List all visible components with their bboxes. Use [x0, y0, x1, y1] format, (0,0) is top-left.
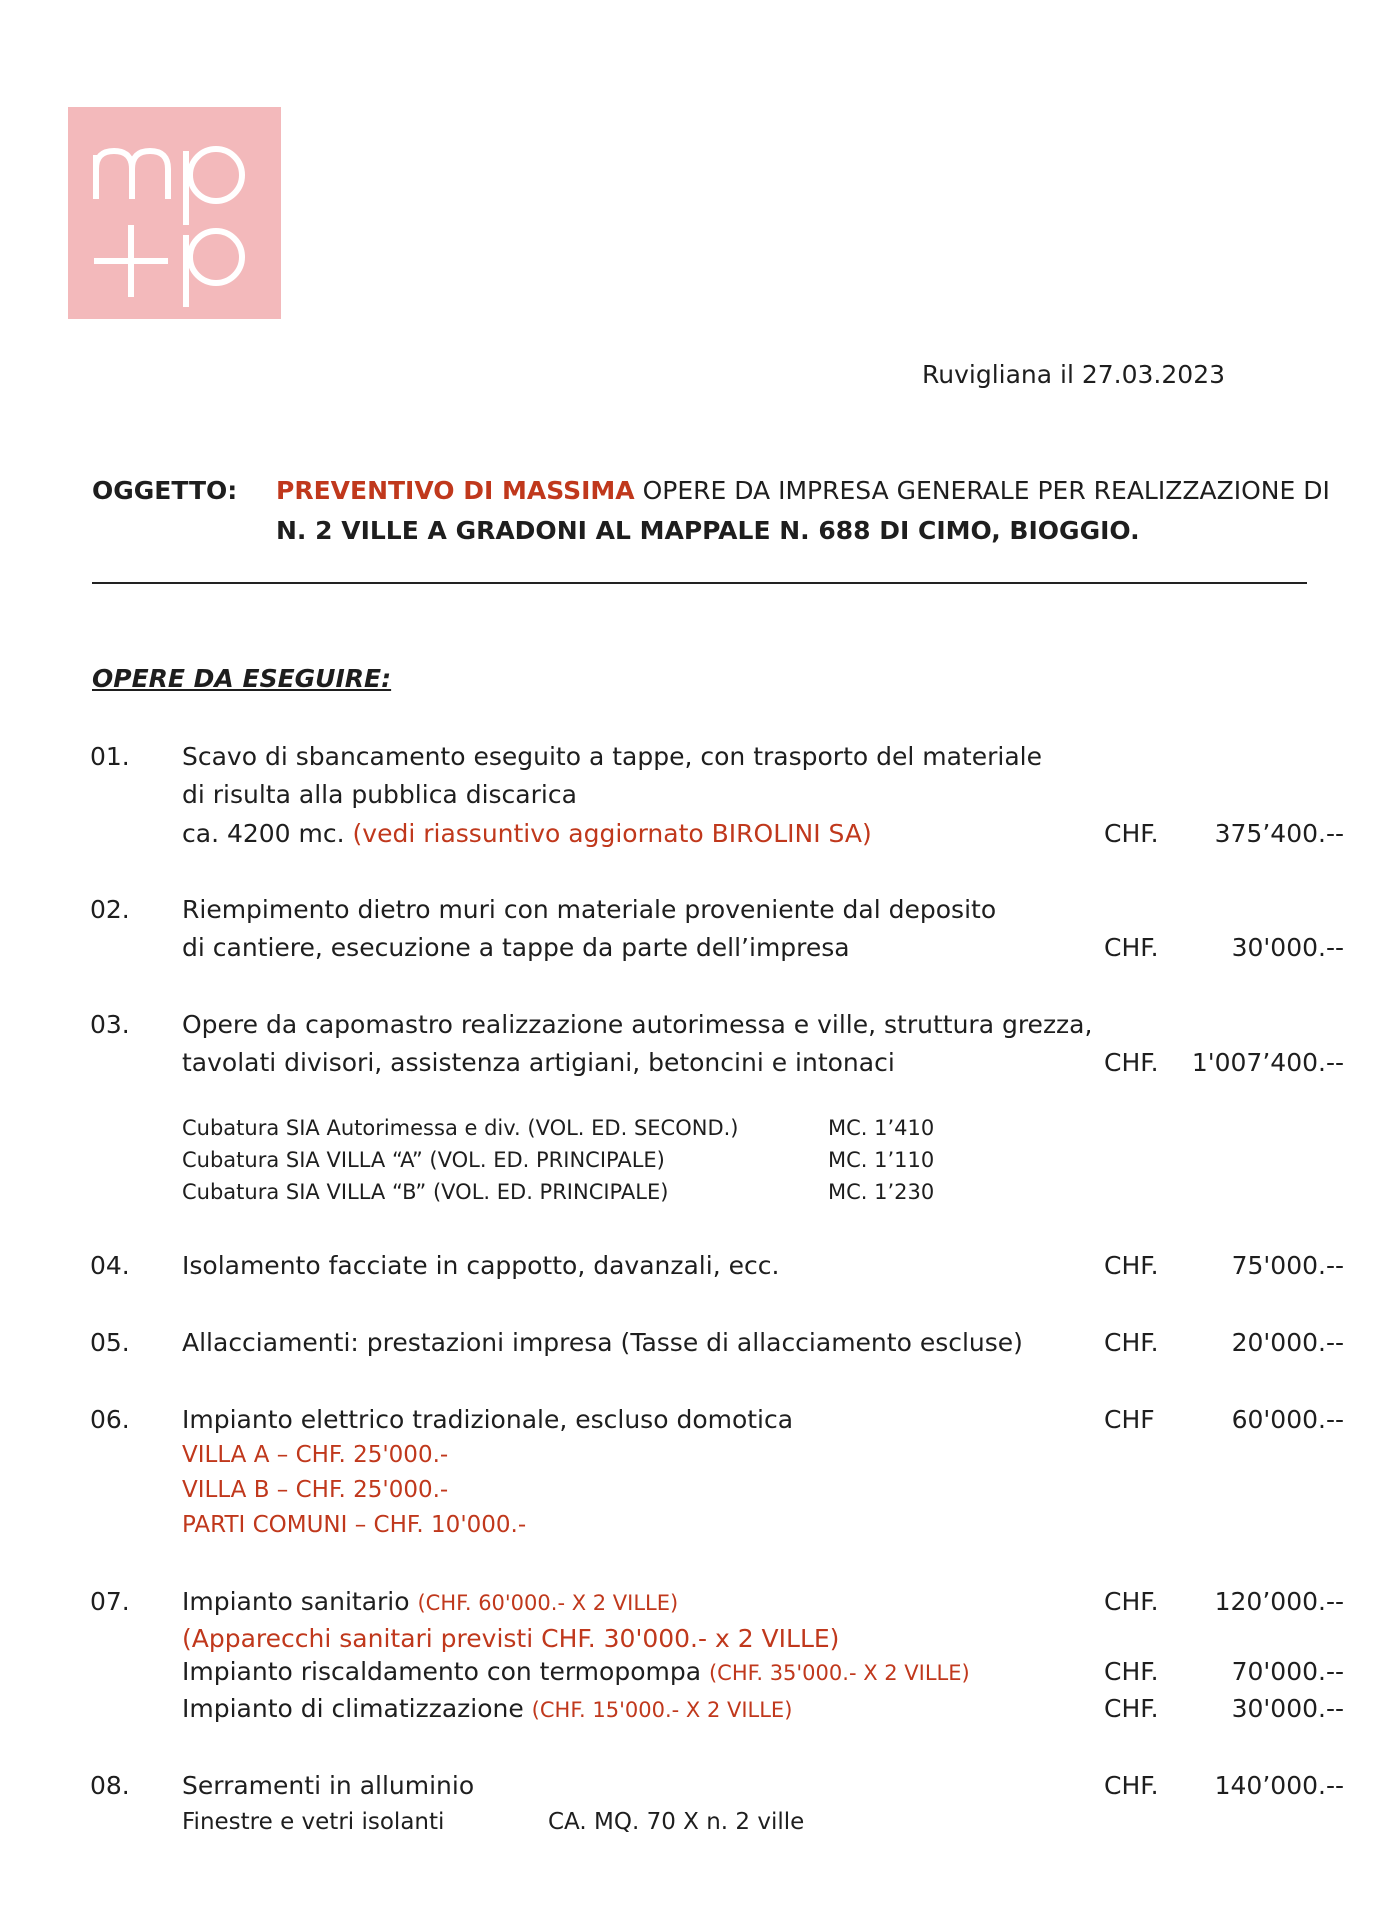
item-currency: CHF.	[1104, 1048, 1159, 1077]
cubature-autorimessa: Cubatura SIA Autorimessa e div. (VOL. ED. SECOND.)	[182, 1116, 739, 1140]
company-logo	[68, 107, 281, 319]
item-number: 03.	[90, 1010, 130, 1039]
item-description: Isolamento facciate in cappotto, davanzali, ecc.	[182, 1251, 780, 1280]
subject-label: OGGETTO:	[92, 476, 238, 505]
item-currency: CHF	[1104, 1405, 1155, 1434]
item-description: Opere da capomastro realizzazione autorimessa e ville, struttura grezza,	[182, 1010, 1093, 1039]
item-number: 02.	[90, 895, 130, 924]
item-amount: 20'000.--	[1231, 1328, 1344, 1357]
logo-mark	[68, 107, 281, 319]
climate-note: (CHF. 15'000.- X 2 VILLE)	[531, 1698, 793, 1722]
item-amount: 30'000.--	[1231, 933, 1344, 962]
section-heading: OPERE DA ESEGUIRE:	[92, 664, 392, 693]
item-currency: CHF.	[1104, 1657, 1159, 1686]
item-description	[182, 1587, 678, 1616]
item-currency: CHF.	[1104, 819, 1159, 848]
item-amount: 70'000.--	[1231, 1657, 1344, 1686]
item-amount: 75'000.--	[1231, 1251, 1344, 1280]
item-amount: 140’000.--	[1214, 1771, 1344, 1800]
volume-villa-a: MC. 1’110	[828, 1148, 935, 1172]
item-description	[182, 819, 872, 848]
subject-line-1-rest: OPERE DA IMPRESA GENERALE PER REALIZZAZIONE DI	[634, 476, 1330, 505]
item-note: (vedi riassuntivo aggiornato BIROLINI SA)	[352, 819, 872, 848]
item-currency: CHF.	[1104, 1771, 1159, 1800]
sanitary-note: (CHF. 60'000.- X 2 VILLE)	[417, 1591, 679, 1615]
windows-description: Finestre e vetri isolanti	[182, 1809, 445, 1835]
item-number: 07.	[90, 1587, 130, 1616]
heating-note: (CHF. 35'000.- X 2 VILLE)	[708, 1661, 970, 1685]
climate-label: Impianto di climatizzazione	[182, 1694, 532, 1723]
item-description: Riempimento dietro muri con materiale proveniente dal deposito	[182, 895, 997, 924]
item-description: Impianto elettrico tradizionale, escluso domotica	[182, 1405, 794, 1434]
subject-line-2: N. 2 VILLE A GRADONI AL MAPPALE N. 688 DI CIMO, BIOGGIO.	[276, 516, 1140, 545]
heating-description	[182, 1657, 970, 1686]
item-quantity: ca. 4200 mc.	[182, 819, 353, 848]
item-currency: CHF.	[1104, 933, 1159, 962]
item-description: Allacciamenti: prestazioni impresa (Tasse di allacciamento escluse)	[182, 1328, 1023, 1357]
cubature-villa-a: Cubatura SIA VILLA “A” (VOL. ED. PRINCIPALE)	[182, 1148, 665, 1172]
cubature-villa-b: Cubatura SIA VILLA “B” (VOL. ED. PRINCIPALE)	[182, 1180, 669, 1204]
sanitary-label: Impianto sanitario	[182, 1587, 418, 1616]
item-number: 08.	[90, 1771, 130, 1800]
item-amount: 30'000.--	[1231, 1694, 1344, 1723]
item-amount: 60'000.--	[1231, 1405, 1344, 1434]
windows-area: CA. MQ. 70 X n. 2 ville	[548, 1809, 805, 1835]
item-amount: 375’400.--	[1214, 819, 1344, 848]
subject-highlight: PREVENTIVO DI MASSIMA	[276, 476, 635, 505]
heating-label: Impianto riscaldamento con termopompa	[182, 1657, 709, 1686]
item-number: 06.	[90, 1405, 130, 1434]
item-currency: CHF.	[1104, 1251, 1159, 1280]
villa-a-breakdown: VILLA A – CHF. 25'000.-	[182, 1442, 449, 1468]
item-currency: CHF.	[1104, 1328, 1159, 1357]
common-parts-breakdown: PARTI COMUNI – CHF. 10'000.-	[182, 1512, 527, 1538]
item-description: tavolati divisori, assistenza artigiani, betoncini e intonaci	[182, 1048, 895, 1077]
subject-line-1	[276, 476, 1330, 505]
sanitary-appliances-note: (Apparecchi sanitari previsti CHF. 30'000.- x 2 VILLE)	[182, 1624, 840, 1653]
volume-villa-b: MC. 1’230	[828, 1180, 935, 1204]
item-number: 04.	[90, 1251, 130, 1280]
item-description: Serramenti in alluminio	[182, 1771, 475, 1800]
item-currency: CHF.	[1104, 1694, 1159, 1723]
volume-autorimessa: MC. 1’410	[828, 1116, 935, 1140]
item-amount: 1'007’400.--	[1191, 1048, 1344, 1077]
item-description: di cantiere, esecuzione a tappe da parte dell’impresa	[182, 933, 850, 962]
item-amount: 120’000.--	[1214, 1587, 1344, 1616]
climate-description	[182, 1694, 792, 1723]
item-number: 05.	[90, 1328, 130, 1357]
divider	[92, 582, 1307, 584]
villa-b-breakdown: VILLA B – CHF. 25'000.-	[182, 1477, 449, 1503]
item-description: di risulta alla pubblica discarica	[182, 780, 577, 809]
item-currency: CHF.	[1104, 1587, 1159, 1616]
item-number: 01.	[90, 742, 130, 771]
document-date: Ruvigliana il 27.03.2023	[922, 360, 1226, 389]
item-description: Scavo di sbancamento eseguito a tappe, con trasporto del materiale	[182, 742, 1042, 771]
